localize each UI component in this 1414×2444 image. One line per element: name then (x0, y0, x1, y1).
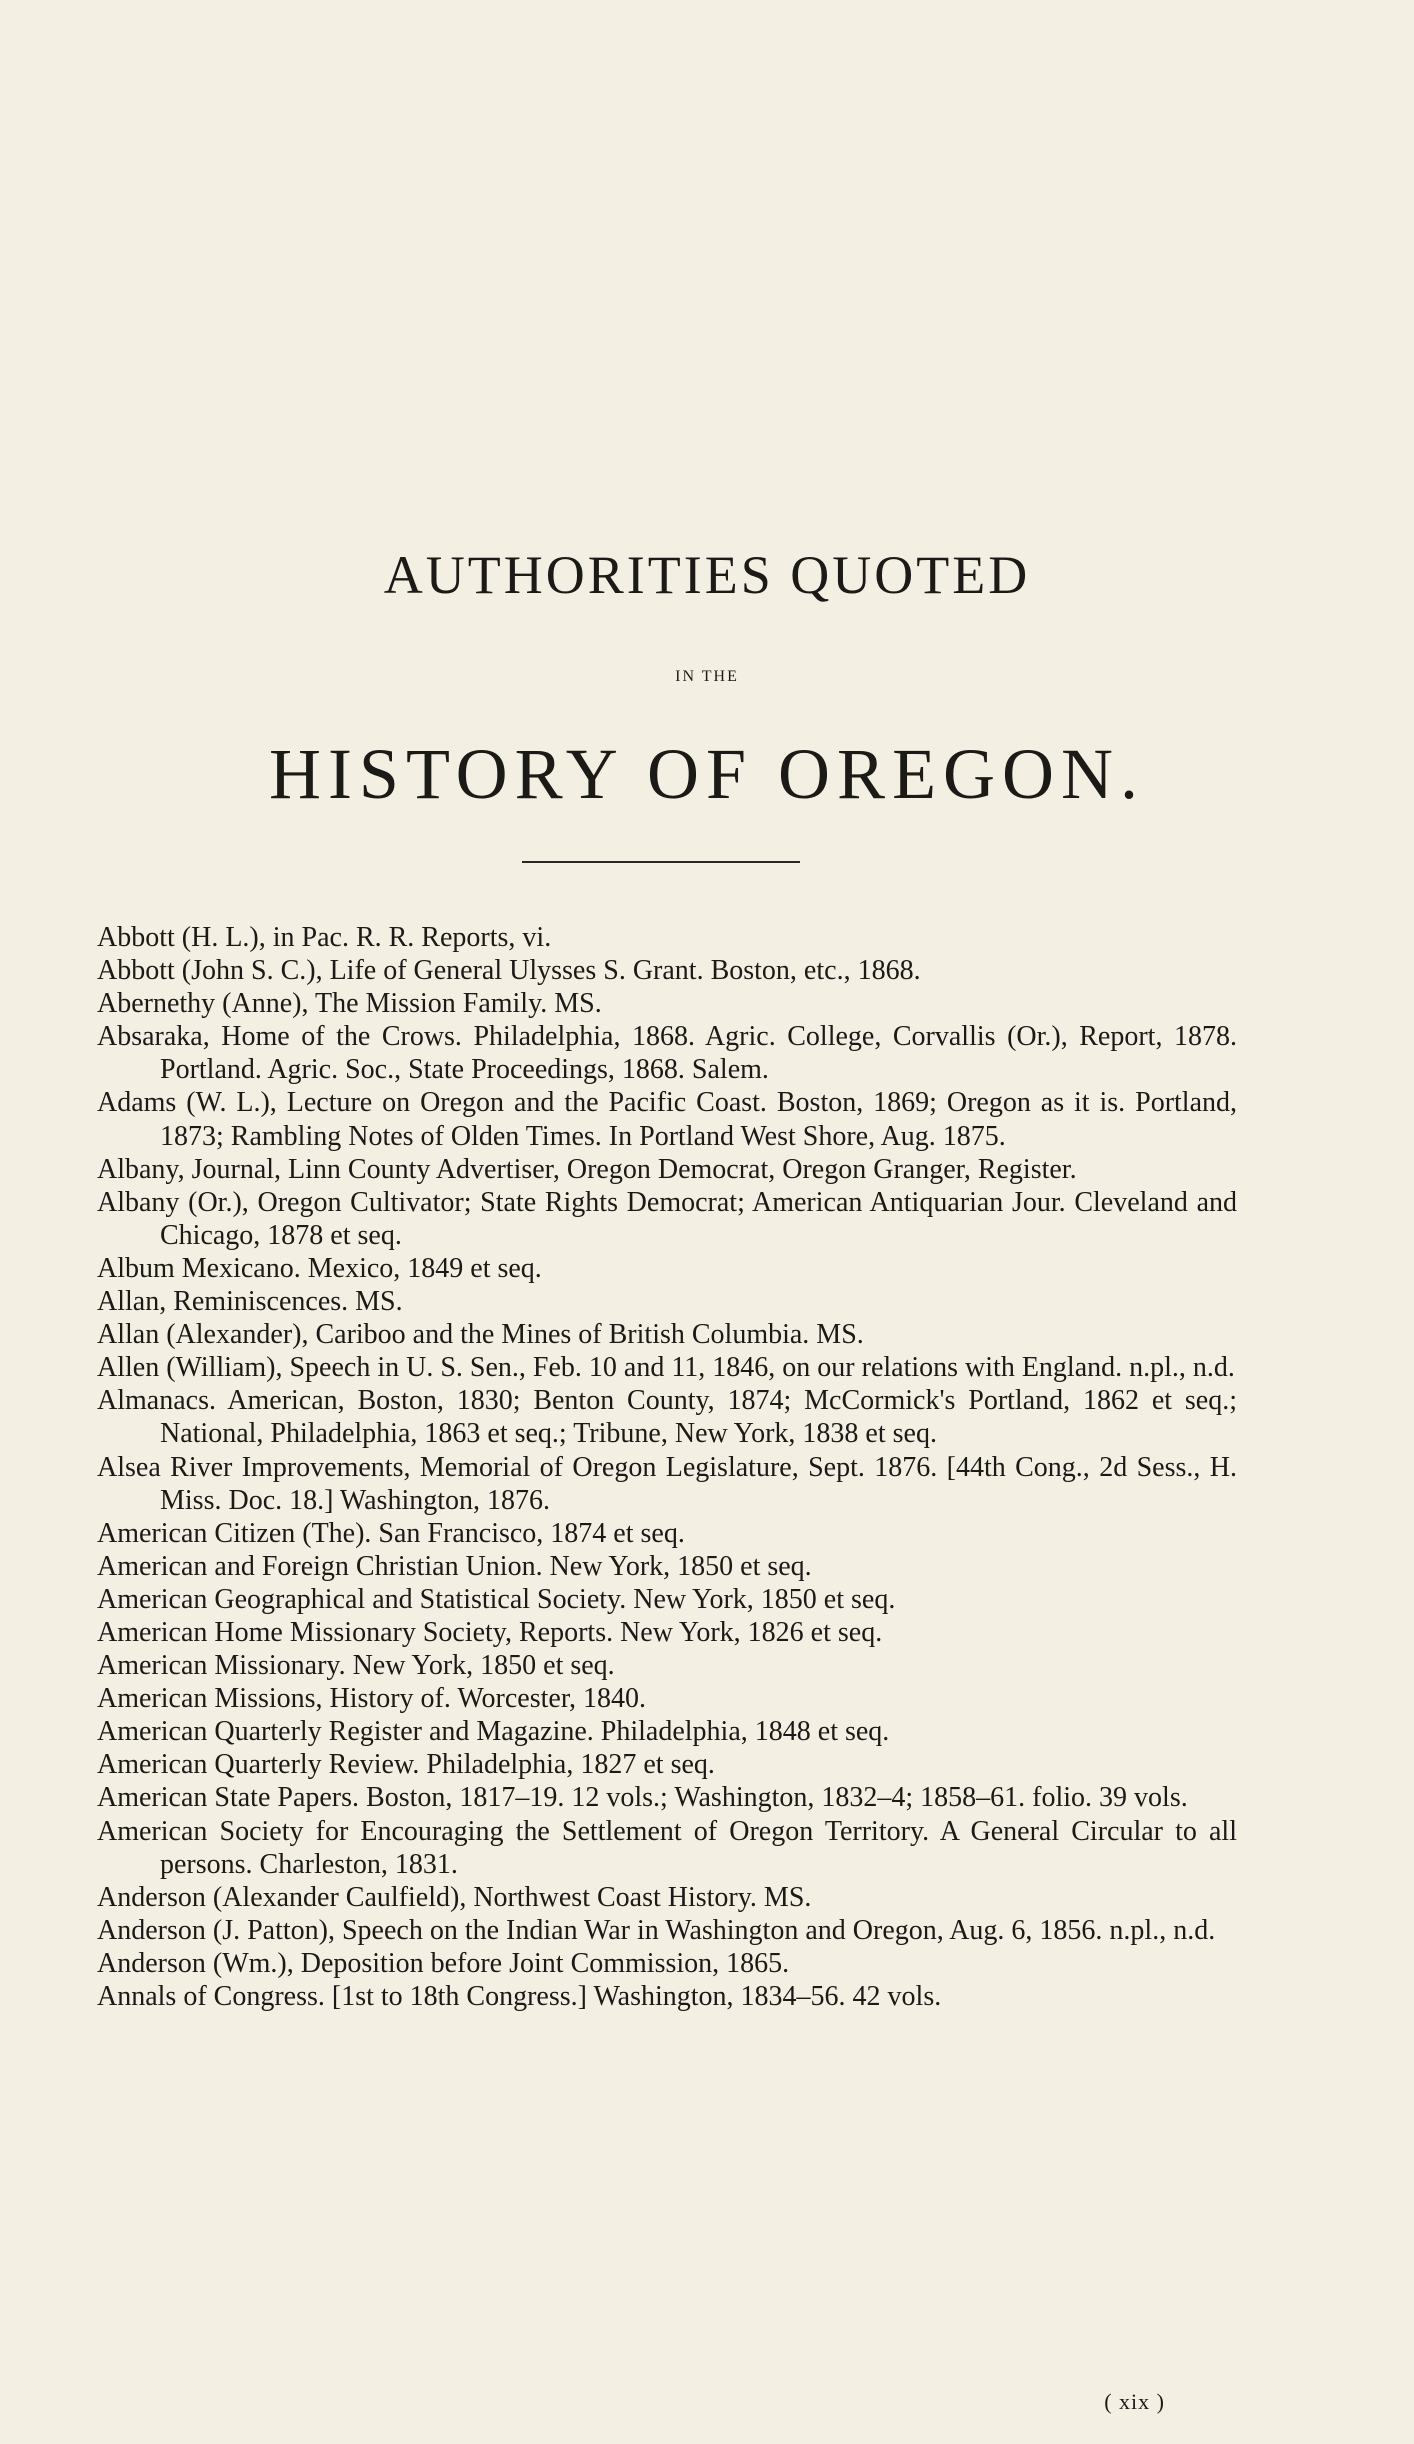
list-item: Abbott (H. L.), in Pac. R. R. Reports, vi. (97, 922, 552, 953)
page-title: AUTHORITIES QUOTED (383, 545, 1031, 605)
list-item: American Missions, History of. Worcester, 1840. (97, 1683, 647, 1715)
list-item: Allan, Reminiscences. MS. (97, 1286, 403, 1318)
list-item: Allen (William), Speech in U. S. Sen., Feb. 10 and 11, 1846, on our relations with England. n.pl., n.d. (97, 1352, 1235, 1384)
list-item: Anderson (Wm.), Deposition before Joint Commission, 1865. (97, 1947, 790, 1979)
list-item: Absaraka, Home of the Crows. Philadelphia, 1868. Agric. College, Corvallis (Or.), Report, 1878. Portland. Agric. Soc., State Proceedings, 1868. Salem. (97, 1021, 1237, 1086)
list-item: American Citizen (The). San Francisco, 1874 et seq. (97, 1517, 685, 1549)
list-item: Abernethy (Anne), The Mission Family. MS. (97, 988, 602, 1020)
list-item: American Quarterly Register and Magazine. Philadelphia, 1848 et seq. (97, 1716, 890, 1748)
book-title: HISTORY OF OREGON. (268, 734, 1146, 814)
list-item: Abbott (John S. C.), Life of General Ulysses S. Grant. Boston, etc., 1868. (97, 955, 921, 987)
list-item: Album Mexicano. Mexico, 1849 et seq. (97, 1252, 542, 1284)
list-item: American Geographical and Statistical Society. New York, 1850 et seq. (97, 1583, 896, 1615)
list-item: American Home Missionary Society, Reports. New York, 1826 et seq. (97, 1616, 883, 1648)
list-item: Albany (Or.), Oregon Cultivator; State Rights Democrat; American Antiquarian Jour. Cleveland and Chicago, 1878 et seq. (97, 1186, 1237, 1251)
list-item: Annals of Congress. [1st to 18th Congress.] Washington, 1834–56. 42 vols. (97, 1981, 942, 2012)
list-item: American Quarterly Review. Philadelphia, 1827 et seq. (97, 1749, 715, 1781)
list-item: American and Foreign Christian Union. New York, 1850 et seq. (97, 1550, 812, 1582)
list-item: Anderson (J. Patton), Speech on the Indian War in Washington and Oregon, Aug. 6, 1856. n.pl., n.d. (97, 1914, 1216, 1946)
list-item: American Missionary. New York, 1850 et seq. (97, 1650, 615, 1682)
list-item: Allan (Alexander), Cariboo and the Mines of British Columbia. MS. (97, 1319, 864, 1351)
list-item: Alsea River Improvements, Memorial of Oregon Legislature, Sept. 1876. [44th Cong., 2d Sess., H. Miss. Doc. 18.] Washington, 1876. (97, 1451, 1237, 1516)
list-item: Albany, Journal, Linn County Advertiser, Oregon Democrat, Oregon Granger, Register. (97, 1153, 1077, 1185)
list-item: Almanacs. American, Boston, 1830; Benton County, 1874; McCormick's Portland, 1862 et seq.; National, Philadelphia, 1863 et seq.; Tribune, New York, 1838 et seq. (97, 1385, 1237, 1450)
list-item: Adams (W. L.), Lecture on Oregon and the Pacific Coast. Boston, 1869; Oregon as it is. Portland, 1873; Rambling Notes of Olden Times. In Portland West Shore, Aug. 1875. (97, 1087, 1237, 1152)
title-connector: IN THE (675, 668, 739, 685)
list-item: American Society for Encouraging the Settlement of Oregon Territory. A General Circular to all persons. Charleston, 1831. (97, 1815, 1237, 1880)
list-item: American State Papers. Boston, 1817–19. 12 vols.; Washington, 1832–4; 1858–61. folio. 39 vols. (97, 1782, 1188, 1814)
title-rule (522, 861, 800, 863)
authorities-list (97, 921, 1237, 2013)
page-number: ( xix ) (1104, 2389, 1165, 2414)
list-item: Anderson (Alexander Caulfield), Northwest Coast History. MS. (97, 1881, 812, 1913)
